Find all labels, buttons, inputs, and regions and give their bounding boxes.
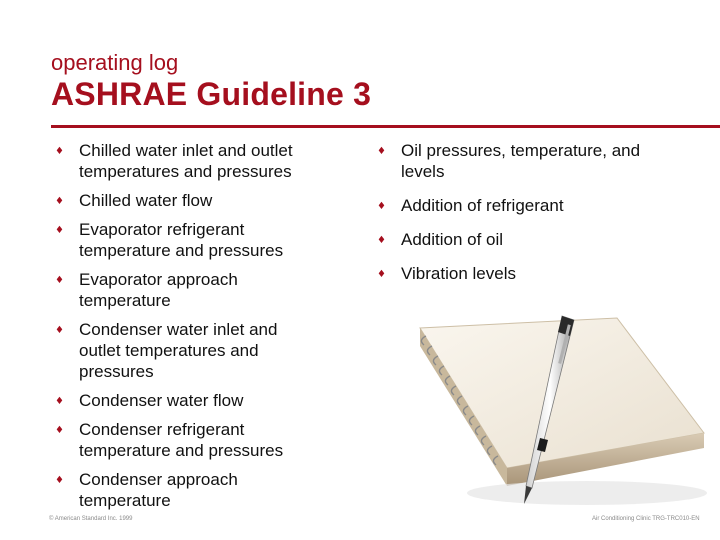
list-item [48,140,338,190]
notebook-pen-illustration [412,298,712,513]
list-item-text: Oil pressures, temperature, and [401,141,641,160]
bullet-diamond-icon: ♦ [55,196,64,207]
footer-course-code: Air Conditioning Clinic TRG-TRC010-EN [592,516,700,522]
bullet-diamond-icon: ♦ [55,425,64,436]
list-item [370,195,700,229]
list-item [48,190,338,219]
list-item [48,269,338,319]
bullet-diamond-icon: ♦ [55,475,64,486]
slide-subtitle: operating log [51,50,179,75]
bullet-diamond-icon: ♦ [55,325,64,336]
list-item-text: Evaporator refrigerant [79,220,245,239]
list-item [48,319,338,390]
bullet-diamond-icon: ♦ [55,275,64,286]
list-item-text: outlet temperatures and [79,341,259,360]
list-item-text: Chilled water flow [79,191,213,210]
list-item-text: Condenser approach [79,470,238,489]
right-bullet-list [370,140,700,297]
list-item [48,469,338,511]
bullet-diamond-icon: ♦ [377,235,386,246]
list-item-text: Addition of refrigerant [401,196,564,215]
bullet-diamond-icon: ♦ [377,269,386,280]
footer-copyright: © American Standard Inc. 1999 [49,516,133,522]
list-item-text: levels [401,162,445,181]
list-item-text: Condenser water flow [79,391,244,410]
list-item [48,419,338,469]
list-item [48,390,338,419]
list-item [370,140,700,195]
title-divider [51,125,720,128]
list-item-text: Condenser water inlet and [79,320,278,339]
list-item [48,219,338,269]
list-item-text: temperature [79,291,171,310]
list-item-text: temperature [79,491,171,510]
bullet-diamond-icon: ♦ [55,146,64,157]
list-item-text: pressures [79,362,154,381]
list-item-text: Addition of oil [401,230,504,249]
list-item [370,229,700,263]
bullet-diamond-icon: ♦ [377,146,386,157]
slide-title: ASHRAE Guideline 3 [51,76,372,112]
list-item-text: temperature and pressures [79,241,284,260]
bullet-diamond-icon: ♦ [55,225,64,236]
list-item-text: Chilled water inlet and outlet [79,141,293,160]
list-item-text: Vibration levels [401,264,516,283]
list-item-text: temperatures and pressures [79,162,292,181]
list-item [370,263,700,297]
list-item-text: Condenser refrigerant [79,420,245,439]
list-item-text: temperature and pressures [79,441,284,460]
notebook-shadow [467,481,707,505]
bullet-diamond-icon: ♦ [377,201,386,212]
list-item-text: Evaporator approach [79,270,238,289]
left-bullet-list [48,140,338,511]
bullet-diamond-icon: ♦ [55,396,64,407]
